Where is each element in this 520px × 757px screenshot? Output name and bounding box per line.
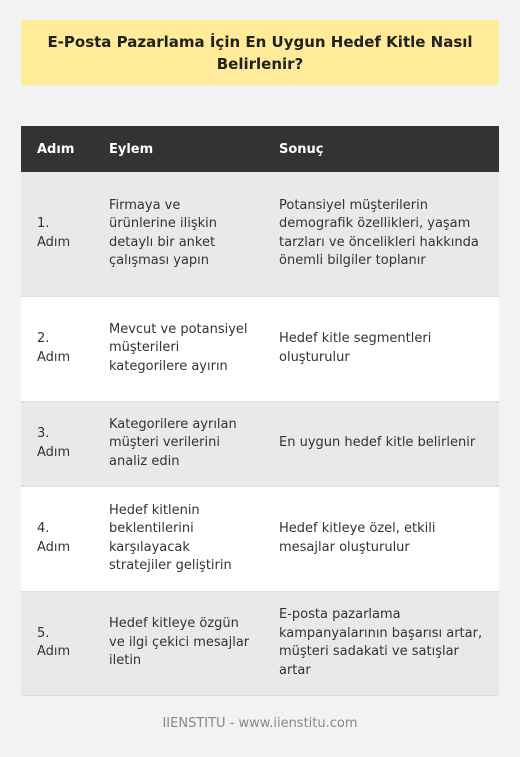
column-header-step: Adım	[21, 126, 93, 172]
table-row	[21, 172, 499, 296]
footer-credit: IIENSTITU - www.iienstitu.com	[162, 716, 358, 731]
action-cell: Kategorilere ayrılan müşteri verilerini analiz edin	[93, 401, 263, 486]
step-cell: 4. Adım	[21, 486, 93, 591]
action-cell: Mevcut ve potansiyel müşterileri kategorilere ayırın	[93, 296, 263, 401]
result-cell: Hedef kitle segmentleri oluşturulur	[263, 296, 499, 401]
result-cell: Potansiyel müşterilerin demografik özellikleri, yaşam tarzları ve öncelikleri hakkında önemli bilgiler toplanır	[263, 172, 499, 296]
column-header-action: Eylem	[93, 126, 263, 172]
page-title: E-Posta Pazarlama İçin En Uygun Hedef Kitle Nasıl Belirlenir?	[47, 32, 473, 73]
step-cell: 3. Adım	[21, 401, 93, 486]
step-cell: 2. Adım	[21, 296, 93, 401]
step-cell: 1. Adım	[21, 172, 93, 296]
table-row	[21, 486, 499, 591]
action-cell: Hedef kitleye özgün ve ilgi çekici mesajlar iletin	[93, 591, 263, 695]
result-cell: En uygun hedef kitle belirlenir	[263, 401, 499, 486]
result-cell: E-posta pazarlama kampanyalarının başarısı artar, müşteri sadakati ve satışlar artar	[263, 591, 499, 695]
table-row	[21, 401, 499, 486]
step-cell: 5. Adım	[21, 591, 93, 695]
column-header-result: Sonuç	[263, 126, 499, 172]
table-header-row	[21, 126, 499, 172]
action-cell: Hedef kitlenin beklentilerini karşılayacak stratejiler geliştirin	[93, 486, 263, 591]
action-cell: Firmaya ve ürünlerine ilişkin detaylı bir anket çalışması yapın	[93, 172, 263, 296]
table-row	[21, 591, 499, 695]
title-banner	[21, 20, 499, 85]
result-cell: Hedef kitleye özel, etkili mesajlar oluşturulur	[263, 486, 499, 591]
steps-table	[21, 126, 499, 696]
table-row	[21, 296, 499, 401]
